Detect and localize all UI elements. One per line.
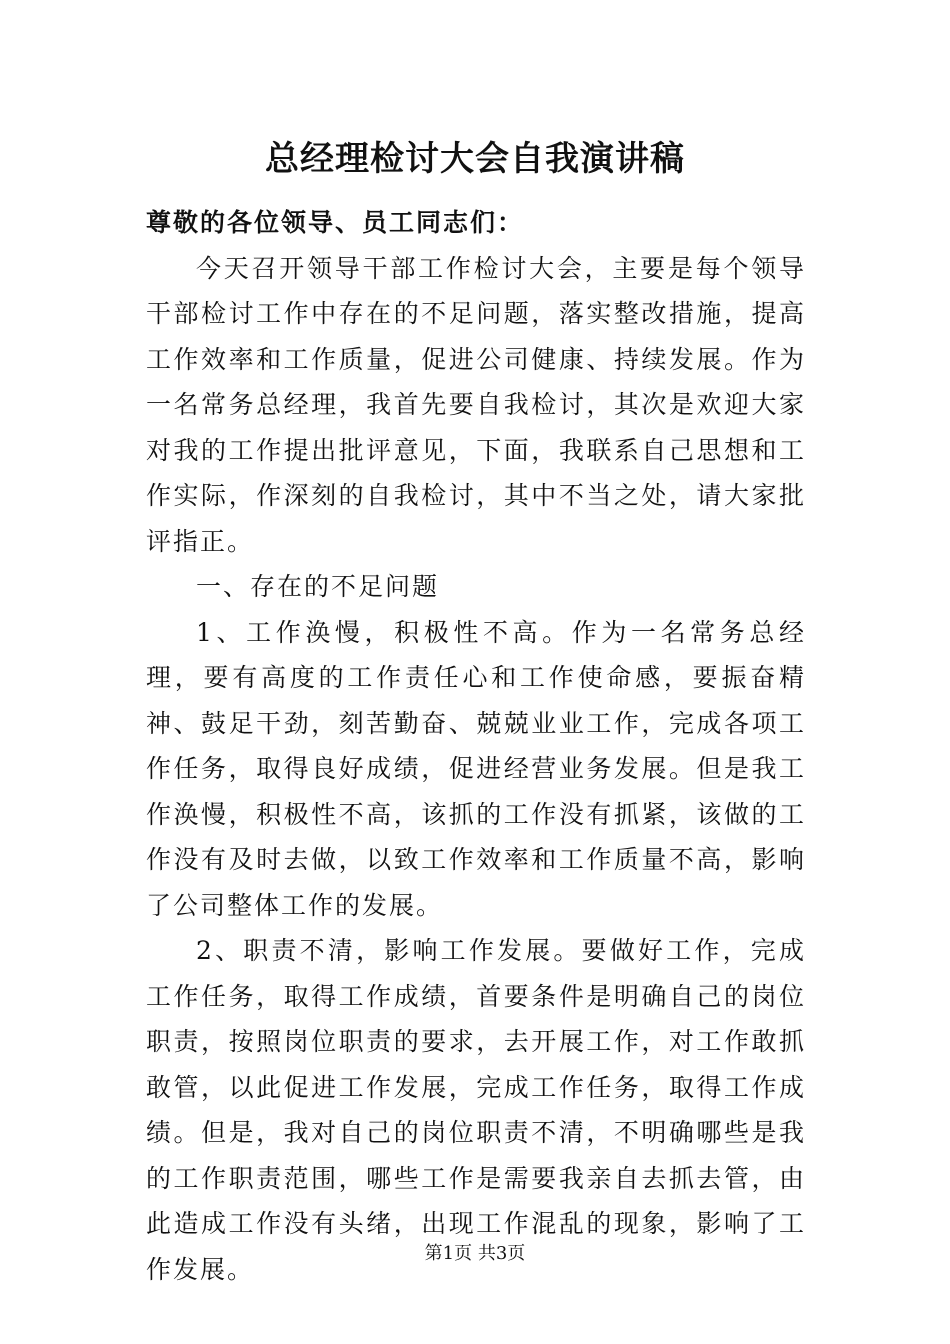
paragraph-intro: 今天召开领导干部工作检讨大会，主要是每个领导干部检讨工作中存在的不足问题，落实整改措施，提高工作效率和工作质量，促进公司健康、持续发展。作为一名常务总经理，我首先要自我检讨，其次是欢迎大家对我的工作提出批评意见，下面，我联系自己思想和工作实际，作深刻的自我检讨，其中不当之处，请大家批评指正。	[146, 253, 806, 556]
page-footer: 第1页 共3页	[424, 1243, 526, 1264]
section-heading: 一、存在的不足问题	[196, 572, 440, 601]
paragraph-point-2: 2、职责不清，影响工作发展。要做好工作，完成工作任务，取得工作成绩，首要条件是明确自己的岗位职责，按照岗位职责的要求，去开展工作，对工作敢抓敢管，以此促进工作发展，完成工作任务，取得工作成绩。但是，我对自己的岗位职责不清，不明确哪些是我的工作职责范围，哪些工作是需要我亲自去抓去管，由此造成工作没有头绪，出现工作混乱的现象，影响了工作发展。	[146, 936, 806, 1284]
document-body	[146, 200, 806, 1292]
salutation: 尊敬的各位领导、员工同志们：	[146, 208, 525, 237]
page-title: 总经理检讨大会自我演讲稿	[265, 139, 685, 179]
paragraph-point-1: 1、工作涣慢，积极性不高。作为一名常务总经理，要有高度的工作责任心和工作使命感，要振奋精神、鼓足干劲，刻苦勤奋、兢兢业业工作，完成各项工作任务，取得良好成绩，促进经营业务发展。但是我工作涣慢，积极性不高，该抓的工作没有抓紧，该做的工作没有及时去做，以致工作效率和工作质量不高，影响了公司整体工作的发展。	[146, 617, 806, 920]
